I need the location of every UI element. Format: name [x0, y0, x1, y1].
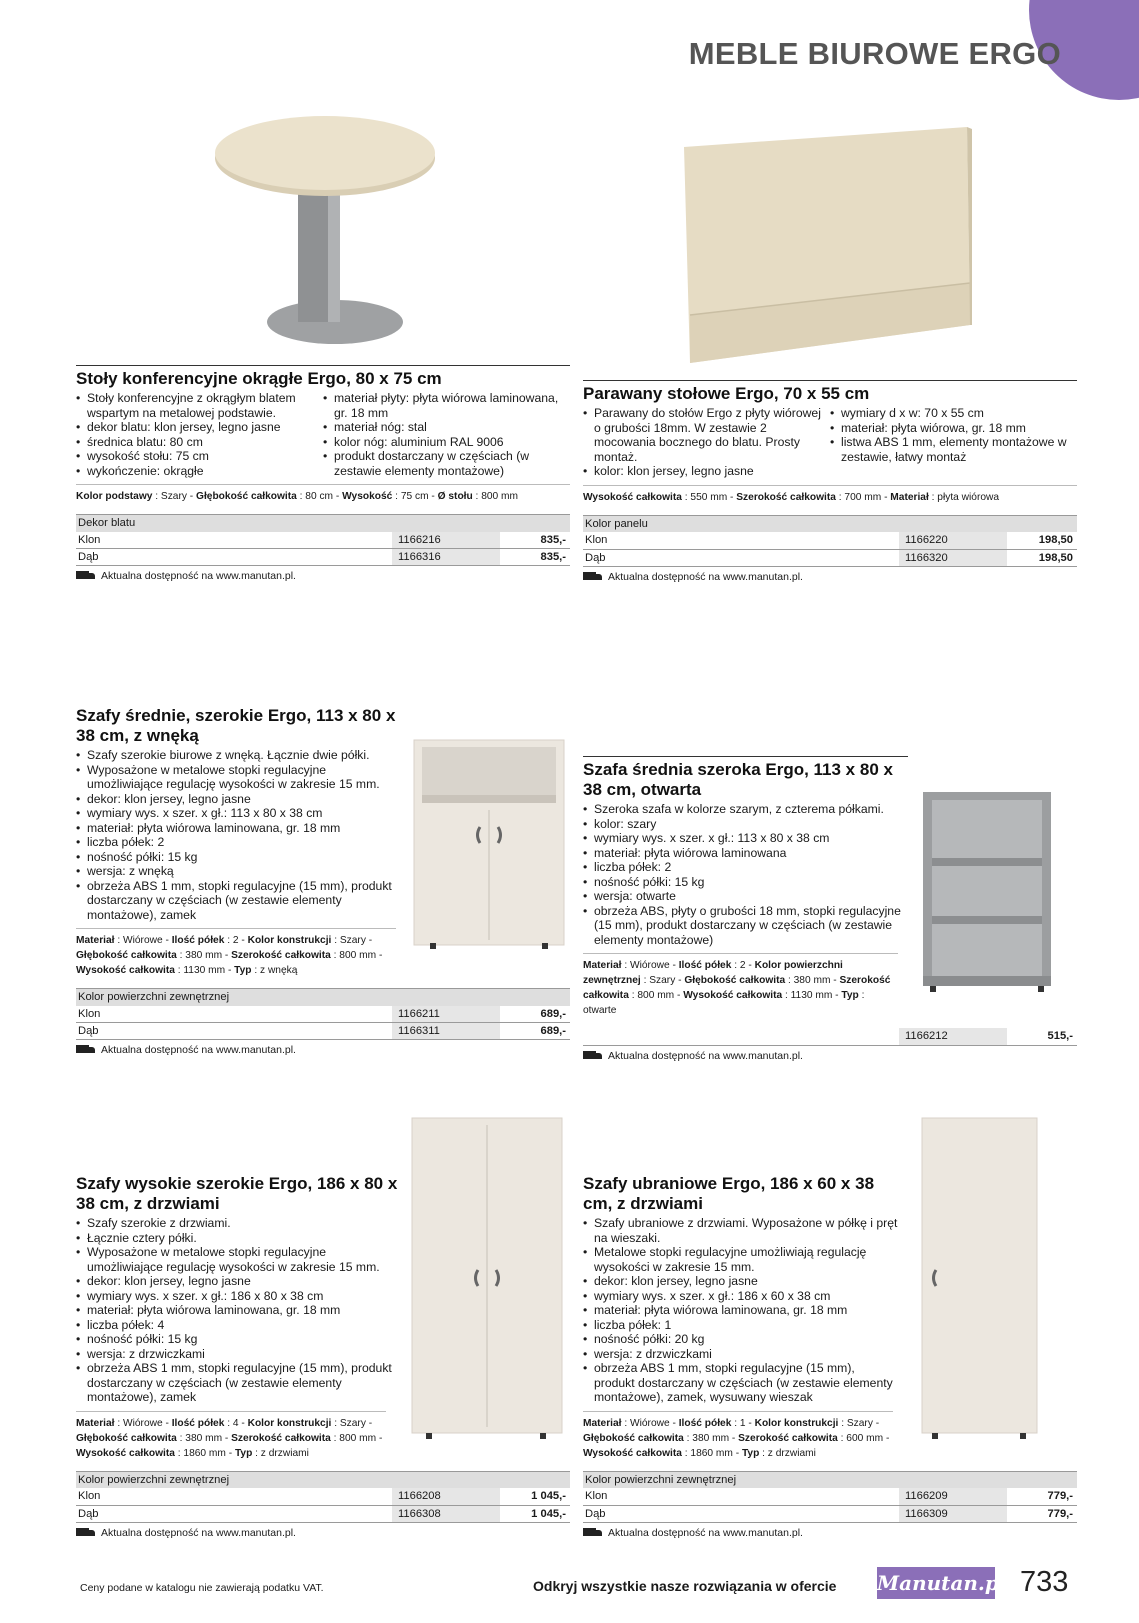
variant-name: Klon [583, 1488, 899, 1505]
spec-key: Głębokość całkowita [583, 1432, 684, 1444]
spec-key: Szerokość całkowita [738, 1432, 838, 1444]
availability-note: Aktualna dostępność na www.manutan.pl. [76, 1044, 570, 1056]
spec-key: Ilość półek [678, 1417, 732, 1429]
spec-key: Kolor konstrukcji [247, 935, 332, 946]
spec-value: : Wiórowe [114, 1417, 163, 1429]
truck-icon [583, 1051, 603, 1061]
spec-key: Typ [841, 990, 859, 1001]
spec-key: Szerokość całkowita [583, 975, 891, 1001]
spec-key: Typ [741, 1447, 760, 1459]
feature-item: • materiał: płyta wiórowa laminowana [583, 846, 913, 861]
spec-key: Ø stołu [437, 491, 473, 502]
variant-name [583, 1028, 899, 1045]
spec-key: Szerokość całkowita [231, 1432, 331, 1444]
feature-item: • średnica blatu: 80 cm [76, 435, 323, 450]
product-price: 689,- [500, 1006, 570, 1023]
feature-item: • Szafy szerokie z drzwiami. [76, 1216, 396, 1231]
spec-value: : 380 mm [176, 1432, 223, 1444]
spec-value: : 4 [224, 1417, 239, 1429]
variant-name: Dąb [76, 1023, 392, 1040]
spec-key: Materiał [890, 491, 929, 503]
spec-key: Głębokość całkowita [684, 975, 786, 986]
spec-key: Wysokość całkowita [76, 965, 175, 976]
table-row[interactable] [76, 1023, 570, 1040]
product-price: 689,- [500, 1023, 570, 1040]
spec-key: Typ [234, 1447, 253, 1459]
feature-item: • nośność półki: 15 kg [583, 875, 913, 890]
table-header [583, 1471, 1077, 1488]
price-table [583, 515, 1077, 567]
feature-item: • Metalowe stopki regulacyjne umożliwiają regulację wysokości w zakresie 15 mm. [583, 1245, 898, 1274]
table-header [583, 515, 1077, 532]
spec-key: Wysokość całkowita [76, 1447, 175, 1459]
table-header-label: Dekor blatu [76, 515, 570, 532]
spec-line: Materiał : Wiórowe - Ilość półek : 4 - Kolor konstrukcji : Szary - Głębokość całkowita : 380 mm - Szerokość całkowita : 800 mm - Wysokość całkowita : 1860 mm - Typ : z drzwiami [76, 1411, 386, 1461]
spec-value: : 1 [731, 1417, 746, 1429]
table-row[interactable] [76, 1488, 570, 1505]
feature-item: • wymiary wys. x szer. x gł.: 186 x 80 x 38 cm [76, 1289, 396, 1304]
spec-line: Wysokość całkowita : 550 mm - Szerokość całkowita : 700 mm - Materiał : płyta wiórowa [583, 485, 1077, 505]
feature-item: • wersja: z drzwiczkami [76, 1347, 396, 1362]
feature-item: • liczba półek: 2 [76, 835, 396, 850]
variant-name: Dąb [583, 1505, 899, 1522]
feature-item: • kolor: klon jersey, legno jasne [583, 464, 830, 479]
feature-item: • materiał: płyta wiórowa laminowana, gr. 18 mm [76, 821, 396, 836]
spec-value: : 1130 mm [782, 990, 833, 1001]
feature-item: • Wyposażone w metalowe stopki regulacyjne umożliwiające regulację wysokości w zakresie 15 mm. [76, 763, 396, 792]
spec-key: Materiał [583, 960, 622, 971]
spec-value: : 2 [731, 960, 746, 971]
page-header-title: MEBLE BIUROWE ERGO [688, 36, 1061, 71]
truck-icon [76, 571, 96, 581]
spec-value: : Szary [331, 1417, 366, 1429]
spec-key: Głębokość całkowita [196, 491, 297, 502]
page-number: 733 [1020, 1566, 1069, 1598]
truck-icon [583, 1528, 603, 1538]
spec-key: Głębokość całkowita [76, 950, 177, 961]
spec-value: : z drzwiami [252, 1447, 309, 1459]
product-price: 1 045,- [500, 1505, 570, 1522]
product-price: 515,- [1007, 1028, 1077, 1045]
feature-item: • materiał: płyta wiórowa laminowana, gr. 18 mm [76, 1303, 396, 1318]
spec-value: : 380 mm [683, 1432, 730, 1444]
feature-item: • obrzeża ABS 1 mm, stopki regulacyjne (15 mm), produkt dostarczany w częściach (w zestawie elementy montażowe), zamek [76, 1361, 396, 1405]
spec-key: Wysokość całkowita [583, 491, 682, 503]
table-header [76, 515, 570, 532]
spec-value: : 800 mm [628, 990, 675, 1001]
feature-item: • wykończenie: okrągłe [76, 464, 323, 479]
product-open-cabinet [583, 756, 1077, 1062]
round-table-image [210, 110, 460, 355]
feature-item: • Szafy ubraniowe z drzwiami. Wyposażone w półkę i pręt na wieszaki. [583, 1216, 898, 1245]
product-code: 1166320 [899, 549, 1007, 566]
spec-key: Głębokość całkowita [76, 1432, 177, 1444]
product-price: 835,- [500, 549, 570, 566]
spec-value: : otwarte [583, 990, 865, 1016]
spec-line: Materiał : Wiórowe - Ilość półek : 2 - Kolor konstrukcji : Szary - Głębokość całkowita : 380 mm - Szerokość całkowita : 800 mm - Wysokość całkowita : 1130 mm - Typ : z wnęką [76, 928, 396, 978]
feature-item: • kolor: szary [583, 817, 913, 832]
spec-value: : 800 mm [330, 1432, 377, 1444]
product-code: 1166308 [392, 1505, 500, 1522]
spec-key: Ilość półek [171, 1417, 225, 1429]
spec-key: Materiał [76, 935, 115, 946]
spec-key: Kolor powierzchni zewnętrznej [583, 960, 843, 986]
table-row[interactable] [583, 1028, 1077, 1045]
variant-name: Klon [583, 532, 899, 549]
table-header-label: Kolor panelu [583, 515, 1077, 532]
spec-key: Wysokość [342, 491, 393, 502]
vat-note: Ceny podane w katalogu nie zawierają podatku VAT. [80, 1582, 324, 1594]
variant-name: Dąb [76, 1505, 392, 1522]
section-title: Szafy ubraniowe Ergo, 186 x 60 x 38 cm, z drzwiami [583, 1174, 875, 1213]
spec-value: : z drzwiami [759, 1447, 816, 1459]
features-col2 [830, 406, 1077, 479]
feature-item: • dekor: klon jersey, legno jasne [76, 1274, 396, 1289]
feature-item: • Łącznie cztery półki. [76, 1231, 396, 1246]
table-header [76, 989, 570, 1006]
feature-item: • produkt dostarczany w częściach (w zestawie elementy montażowe) [323, 449, 570, 478]
spec-value: : z wnęką [251, 965, 298, 976]
table-row[interactable] [583, 1488, 1077, 1505]
spec-key: Wysokość całkowita [583, 1447, 682, 1459]
spec-key: Ilość półek [678, 960, 732, 971]
spec-value: : 80 cm [296, 491, 334, 502]
spec-key: Ilość półek [171, 935, 225, 946]
feature-item: • Szafy szerokie biurowe z wnęką. Łącznie dwie półki. [76, 748, 396, 763]
features [583, 802, 913, 947]
table-row[interactable] [583, 1505, 1077, 1522]
product-price: 779,- [1007, 1488, 1077, 1505]
spec-key: Szerokość całkowita [231, 950, 331, 961]
spec-key: Wysokość całkowita [683, 990, 783, 1001]
brand-logo[interactable]: Manutan.pl [877, 1567, 995, 1599]
spec-key: Materiał [583, 1417, 622, 1429]
availability-note: Aktualna dostępność na www.manutan.pl. [583, 1050, 1077, 1062]
truck-icon [76, 1528, 96, 1538]
feature-item: • Parawany do stołów Ergo z płyty wiórowej o grubości 18mm. W zestawie 2 mocowania bocznego do blatu. Prosty montaż. [583, 406, 830, 464]
spec-value: : 550 mm [681, 491, 728, 503]
feature-item: • materiał: płyta wiórowa, gr. 18 mm [830, 421, 1077, 436]
spec-value: : Szary [838, 1417, 873, 1429]
product-code: 1166208 [392, 1488, 500, 1505]
product-tall-cabinet [76, 1174, 570, 1539]
feature-item: • kolor nóg: aluminium RAL 9006 [323, 435, 570, 450]
feature-item: • wymiary wys. x szer. x gł.: 113 x 80 x 38 cm [583, 831, 913, 846]
spec-value: : 1860 mm [174, 1447, 226, 1459]
feature-item: • nośność półki: 15 kg [76, 1332, 396, 1347]
feature-item: • dekor: klon jersey, legno jasne [583, 1274, 898, 1289]
product-round-table [76, 365, 570, 582]
feature-item: • Wyposażone w metalowe stopki regulacyjne umożliwiające regulację wysokości w zakresie 15 mm. [76, 1245, 396, 1274]
product-price: 779,- [1007, 1505, 1077, 1522]
table-row[interactable] [583, 532, 1077, 549]
spec-value: : 380 mm [785, 975, 831, 986]
truck-icon [76, 1045, 96, 1055]
availability-note: Aktualna dostępność na www.manutan.pl. [76, 1527, 570, 1539]
spec-value: : 600 mm [837, 1432, 884, 1444]
table-header [76, 1471, 570, 1488]
feature-item: • obrzeża ABS 1 mm, stopki regulacyjne (15 mm), produkt dostarczany w częściach (w zestawie elementy montażowe), zamek, wysuwany wieszak [583, 1361, 898, 1405]
product-price: 835,- [500, 532, 570, 549]
spec-key: Materiał [76, 1417, 115, 1429]
spec-value: : 700 mm [835, 491, 882, 503]
availability-note: Aktualna dostępność na www.manutan.pl. [583, 1527, 1077, 1539]
price-table [76, 988, 570, 1040]
spec-value: : Szary [152, 491, 187, 502]
price-table [583, 1028, 1077, 1046]
variant-name: Klon [76, 1488, 392, 1505]
spec-value: : 1860 mm [681, 1447, 733, 1459]
offer-cta: Odkryj wszystkie nasze rozwiązania w ofercie [533, 1578, 837, 1594]
feature-item: • wymiary wys. x szer. x gł.: 186 x 60 x 38 cm [583, 1289, 898, 1304]
product-wardrobe [583, 1174, 1077, 1539]
spec-key: Kolor konstrukcji [247, 1417, 332, 1429]
product-price: 1 045,- [500, 1488, 570, 1505]
price-table [76, 1471, 570, 1523]
feature-item: • nośność półki: 15 kg [76, 850, 396, 865]
feature-item: • wymiary wys. x szer. x gł.: 113 x 80 x 38 cm [76, 806, 396, 821]
product-price: 198,50 [1007, 549, 1077, 566]
feature-item: • liczba półek: 2 [583, 860, 913, 875]
feature-item: • dekor blatu: klon jersey, legno jasne [76, 420, 323, 435]
spec-value: : Wiórowe [621, 960, 670, 971]
variant-name: Klon [76, 532, 392, 549]
spec-key: Kolor konstrukcji [754, 1417, 839, 1429]
features [583, 1216, 898, 1405]
feature-item: • materiał płyty: płyta wiórowa laminowana, gr. 18 mm [323, 391, 570, 420]
product-code: 1166311 [392, 1023, 500, 1040]
section-title: Szafa średnia szeroka Ergo, 113 x 80 x 38 cm, otwarta [583, 760, 893, 799]
availability-note: Aktualna dostępność na www.manutan.pl. [76, 570, 570, 582]
availability-note: Aktualna dostępność na www.manutan.pl. [583, 571, 1077, 583]
feature-item: • wymiary d x w: 70 x 55 cm [830, 406, 1077, 421]
feature-item: • liczba półek: 1 [583, 1318, 898, 1333]
table-header-label: Kolor powierzchni zewnętrznej [76, 1471, 570, 1488]
product-code: 1166212 [899, 1028, 1007, 1045]
feature-item: • materiał: płyta wiórowa laminowana, gr. 18 mm [583, 1303, 898, 1318]
spec-value: : 2 [224, 935, 239, 946]
price-table [583, 1471, 1077, 1523]
product-code: 1166211 [392, 1006, 500, 1023]
feature-item: • Szeroka szafa w kolorze szarym, z czterema półkami. [583, 802, 913, 817]
table-row[interactable] [76, 549, 570, 566]
feature-item: • wersja: z drzwiczkami [583, 1347, 898, 1362]
spec-value: : 1130 mm [174, 965, 226, 976]
spec-value: : płyta wiórowa [928, 491, 1000, 503]
features [76, 1216, 396, 1405]
feature-item: • liczba półek: 4 [76, 1318, 396, 1333]
feature-item: • listwa ABS 1 mm, elementy montażowe w zestawie, łatwy montaż [830, 435, 1077, 464]
product-code: 1166309 [899, 1505, 1007, 1522]
feature-item: • Stoły konferencyjne z okrągłym blatem wspartym na metalowej podstawie. [76, 391, 323, 420]
features [76, 748, 396, 922]
desk-screen-image [682, 125, 972, 370]
table-row[interactable] [76, 1505, 570, 1522]
features-col1 [76, 391, 323, 478]
section-title: Parawany stołowe Ergo, 70 x 55 cm [583, 384, 870, 403]
spec-value: : Szary [331, 935, 366, 946]
spec-value: : 800 mm [472, 491, 519, 502]
product-code: 1166209 [899, 1488, 1007, 1505]
spec-line: Kolor podstawy : Szary - Głębokość całkowita : 80 cm - Wysokość : 75 cm - Ø stołu : 800 mm [76, 484, 570, 504]
feature-item: • dekor: klon jersey, legno jasne [76, 792, 396, 807]
spec-value: : 380 mm [176, 950, 223, 961]
variant-name: Dąb [583, 549, 899, 566]
product-price: 198,50 [1007, 532, 1077, 549]
section-title: Szafy wysokie szerokie Ergo, 186 x 80 x 38 cm, z drzwiami [76, 1174, 398, 1213]
spec-value: : 800 mm [330, 950, 377, 961]
spec-key: Kolor podstawy [76, 491, 153, 502]
feature-item: • obrzeża ABS 1 mm, stopki regulacyjne (15 mm), produkt dostarczany w częściach (w zestawie elementy montażowe), zamek [76, 879, 396, 923]
table-row[interactable] [76, 532, 570, 549]
table-header-label: Kolor powierzchni zewnętrznej [583, 1471, 1077, 1488]
features-col1 [583, 406, 830, 479]
variant-name: Dąb [76, 549, 392, 566]
section-title: Szafy średnie, szerokie Ergo, 113 x 80 x 38 cm, z wnęką [76, 706, 396, 745]
spec-value: : 75 cm [392, 491, 429, 502]
feature-item: • wysokość stołu: 75 cm [76, 449, 323, 464]
product-code: 1166316 [392, 549, 500, 566]
variant-name: Klon [76, 1006, 392, 1023]
table-header-label: Kolor powierzchni zewnętrznej [76, 989, 570, 1006]
feature-item: • materiał nóg: stal [323, 420, 570, 435]
section-title: Stoły konferencyjne okrągłe Ergo, 80 x 75 cm [76, 369, 442, 388]
table-row[interactable] [76, 1006, 570, 1023]
features-col2 [323, 391, 570, 478]
spec-value: : Wiórowe [621, 1417, 670, 1429]
spec-line: Materiał : Wiórowe - Ilość półek : 1 - Kolor konstrukcji : Szary - Głębokość całkowita : 380 mm - Szerokość całkowita : 600 mm - Wysokość całkowita : 1860 mm - Typ : z drzwiami [583, 1411, 893, 1461]
feature-item: • obrzeża ABS, płyty o grubości 18 mm, stopki regulacyjne (15 mm), produkt dostarczany w częściach (w zestawie elementy montażowe) [583, 904, 913, 948]
spec-value: : Szary [640, 975, 676, 986]
feature-item: • wersja: otwarte [583, 889, 913, 904]
product-code: 1166220 [899, 532, 1007, 549]
feature-item: • wersja: z wnęką [76, 864, 396, 879]
spec-line: Materiał : Wiórowe - Ilość półek : 2 - Kolor powierzchni zewnętrznej : Szary - Głębokość całkowita : 380 mm - Szerokość całkowita : 800 mm - Wysokość całkowita : 1130 mm - Typ : otwarte [583, 953, 898, 1018]
truck-icon [583, 572, 603, 582]
spec-key: Typ [234, 965, 252, 976]
spec-key: Szerokość całkowita [736, 491, 836, 503]
price-table [76, 514, 570, 566]
product-code: 1166216 [392, 532, 500, 549]
feature-item: • nośność półki: 20 kg [583, 1332, 898, 1347]
spec-value: : Wiórowe [114, 935, 163, 946]
table-row[interactable] [583, 549, 1077, 566]
product-desk-screen [583, 380, 1077, 583]
product-cabinet-recess [76, 706, 570, 1056]
